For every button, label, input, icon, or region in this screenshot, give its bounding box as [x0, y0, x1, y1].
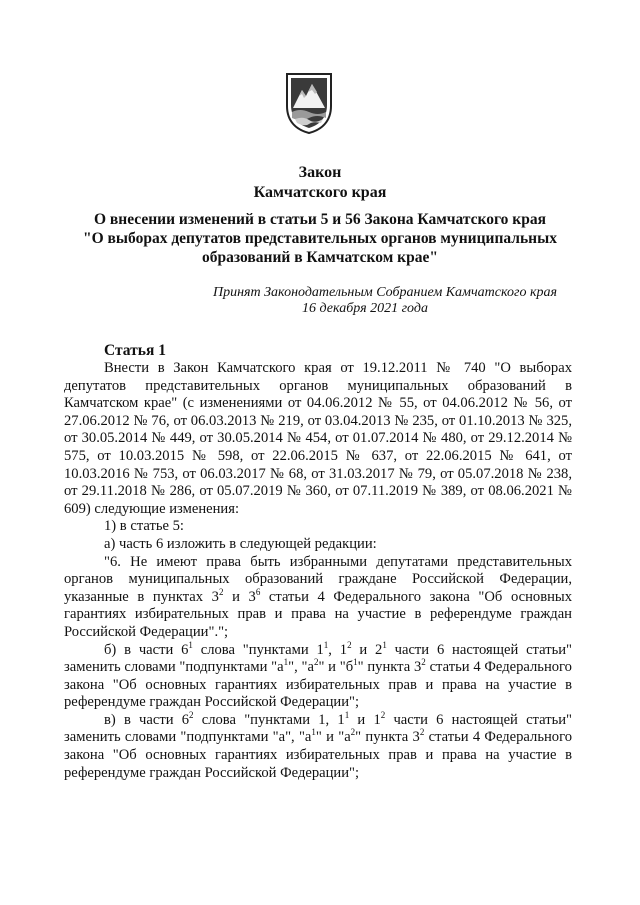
subject-line-3: образований в Камчатском крае" [202, 249, 438, 266]
item-a: а) часть 6 изложить в следующей редакции: [104, 535, 377, 552]
article-body [64, 360, 572, 782]
item-a-quote: "6. Не имеют права быть избранными депутатами представительных органов муниципальных образований граждане Российской Федерации, указанные в пунктах $3^2$ и $3^6$ статьи 4 Федерального закона "Об основных гарантиях избирательных прав и права на участие в референдуме граждан Российской Федерации"."; [64, 553, 572, 640]
adoption-date: 16 декабря 2021 года [302, 301, 428, 316]
kamchatka-coat-of-arms-icon [285, 72, 333, 134]
law-title-line: Закон [298, 164, 342, 181]
item-1: 1) в статье 5: [104, 518, 184, 535]
item-c: в) в части $6^2$ слова "пунктами 1, $1^1$ и $1^2$ части 6 настоящей статьи" заменить словами "подпунктами "а", "$а^1$" и "$а^2$" пункта $3^2$ статьи 4 Федерального закона "Об основных гарантиях избирательных прав и права на участие в референдуме граждан Российской Федерации"; [64, 710, 573, 781]
adopted-by: Принят Законодательным Собранием Камчатского края [212, 285, 558, 300]
article-intro: Внести в Закон Камчатского края от 19.12.2011 № 740 "О выборах депутатов представительных органов муниципальных образований в Камчатском крае" (с изменениями от 04.06.2012 № 55, от 04.06.2012 № 56, от 27.06.2012 № 76, от 06.03.2013 № 219, от 03.04.2013 № 235, от 01.10.2013 № 325, от 30.05.2014 № 449, от 30.05.2014 № 454, от 01.07.2014 № 480, от 29.12.2014 № 575, от 10.03.2015 № 598, от 22.06.2015 № 637, от 22.06.2015 № 641, от 10.03.2016 № 753, от 06.03.2017 № 68, от 31.03.2017 № 79, от 05.07.2018 № 238, от 29.11.2018 № 286, от 05.07.2019 № 360, от 07.11.2019 № 389, от 08.06.2021 № 609) следующие изменения: [64, 360, 572, 517]
item-b: б) в части $6^1$ слова "пунктами $1^1$, $1^2$ и $2^1$ части 6 настоящей статьи" заменить словами "подпунктами "$а^1$", "$а^2$" и "$б^1$" пункта $3^2$ статьи 4 Федерального закона "Об основных гарантиях избирательных прав и права на участие в референдуме граждан Российской Федерации"; [64, 639, 573, 711]
law-subject [0, 210, 640, 267]
subject-line-1: О внесении изменений в статьи 5 и 56 Закона Камчатского края [94, 211, 546, 228]
article-heading: Статья 1 [104, 342, 166, 359]
subject-line-2: "О выборах депутатов представительных органов муниципальных [83, 230, 557, 247]
law-title-region: Камчатского края [253, 184, 387, 201]
law-title [0, 163, 640, 203]
adoption-note [0, 285, 640, 317]
